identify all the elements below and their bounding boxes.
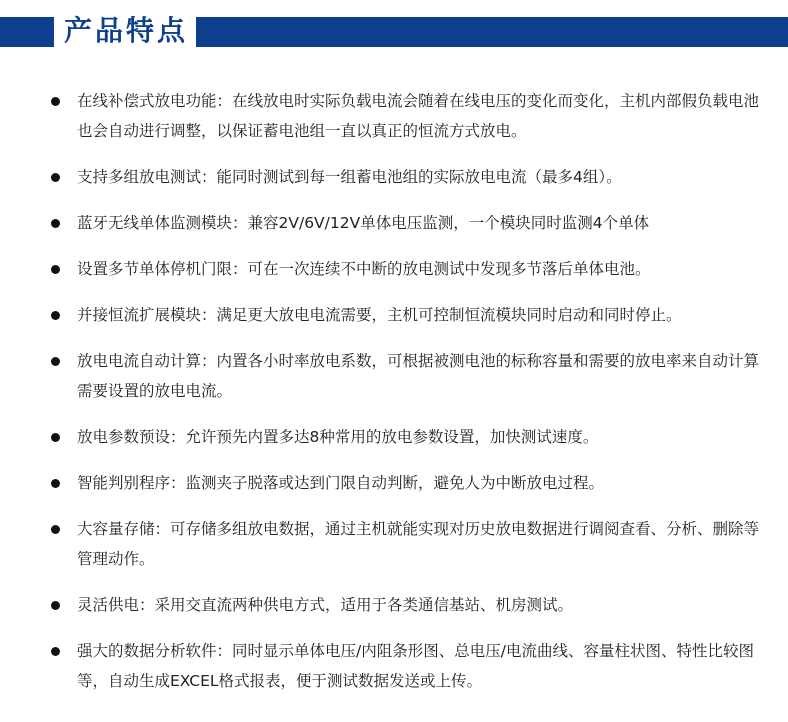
header-right-bar [196,17,788,47]
bullet-icon [51,357,60,366]
feature-item [0,162,788,192]
bullet-icon [51,97,60,106]
bullet-icon [51,601,60,610]
feature-item [0,514,788,574]
feature-text: 智能判别程序：监测夹子脱落或达到门限自动判断，避免人为中断放电过程。 [77,474,605,492]
feature-item [0,300,788,330]
feature-item [0,636,788,696]
feature-text: 设置多节单体停机门限：可在一次连续不中断的放电测试中发现多节落后单体电池。 [77,260,651,278]
feature-text: 灵活供电：采用交直流两种供电方式，适用于各类通信基站、机房测试。 [77,596,574,614]
feature-text: 蓝牙无线单体监测模块：兼容2V/6V/12V单体电压监测，一个模块同时监测4个单体 [77,214,650,232]
section-title: 产品特点 [64,14,189,47]
bullet-icon [51,265,60,274]
feature-text: 放电参数预设：允许预先内置多达8种常用的放电参数设置，加快测试速度。 [77,428,599,446]
bullet-icon [51,433,60,442]
feature-text: 并接恒流扩展模块：满足更大放电电流需要，主机可控制恒流模块同时启动和同时停止。 [77,306,682,324]
feature-text: 支持多组放电测试：能同时测试到每一组蓄电池组的实际放电电流（最多4组）。 [77,168,622,186]
section-header [0,0,788,52]
bullet-icon [51,479,60,488]
bullet-icon [51,219,60,228]
bullet-icon [51,647,60,656]
feature-list [0,86,788,712]
bullet-icon [51,311,60,320]
feature-item [0,590,788,620]
bullet-icon [51,173,60,182]
feature-text: 强大的数据分析软件：同时显示单体电压/内阻条形图、总电压/电流曲线、容量柱状图、特性比较图等，自动生成EXCEL格式报表，便于测试数据发送或上传。 [77,642,754,690]
feature-item [0,346,788,406]
feature-item [0,254,788,284]
header-left-bar [0,17,54,47]
feature-text: 大容量存储：可存储多组放电数据，通过主机就能实现对历史放电数据进行调阅查看、分析、删除等管理动作。 [77,520,760,568]
feature-text: 在线补偿式放电功能：在线放电时实际负载电流会随着在线电压的变化而变化，主机内部假负载电池也会自动进行调整，以保证蓄电池组一直以真正的恒流方式放电。 [77,92,760,140]
feature-item [0,86,788,146]
feature-text: 放电电流自动计算：内置各小时率放电系数，可根据被测电池的标称容量和需要的放电率来自动计算需要设置的放电电流。 [77,352,760,400]
feature-item [0,468,788,498]
bullet-icon [51,525,60,534]
feature-item [0,208,788,238]
feature-item [0,422,788,452]
